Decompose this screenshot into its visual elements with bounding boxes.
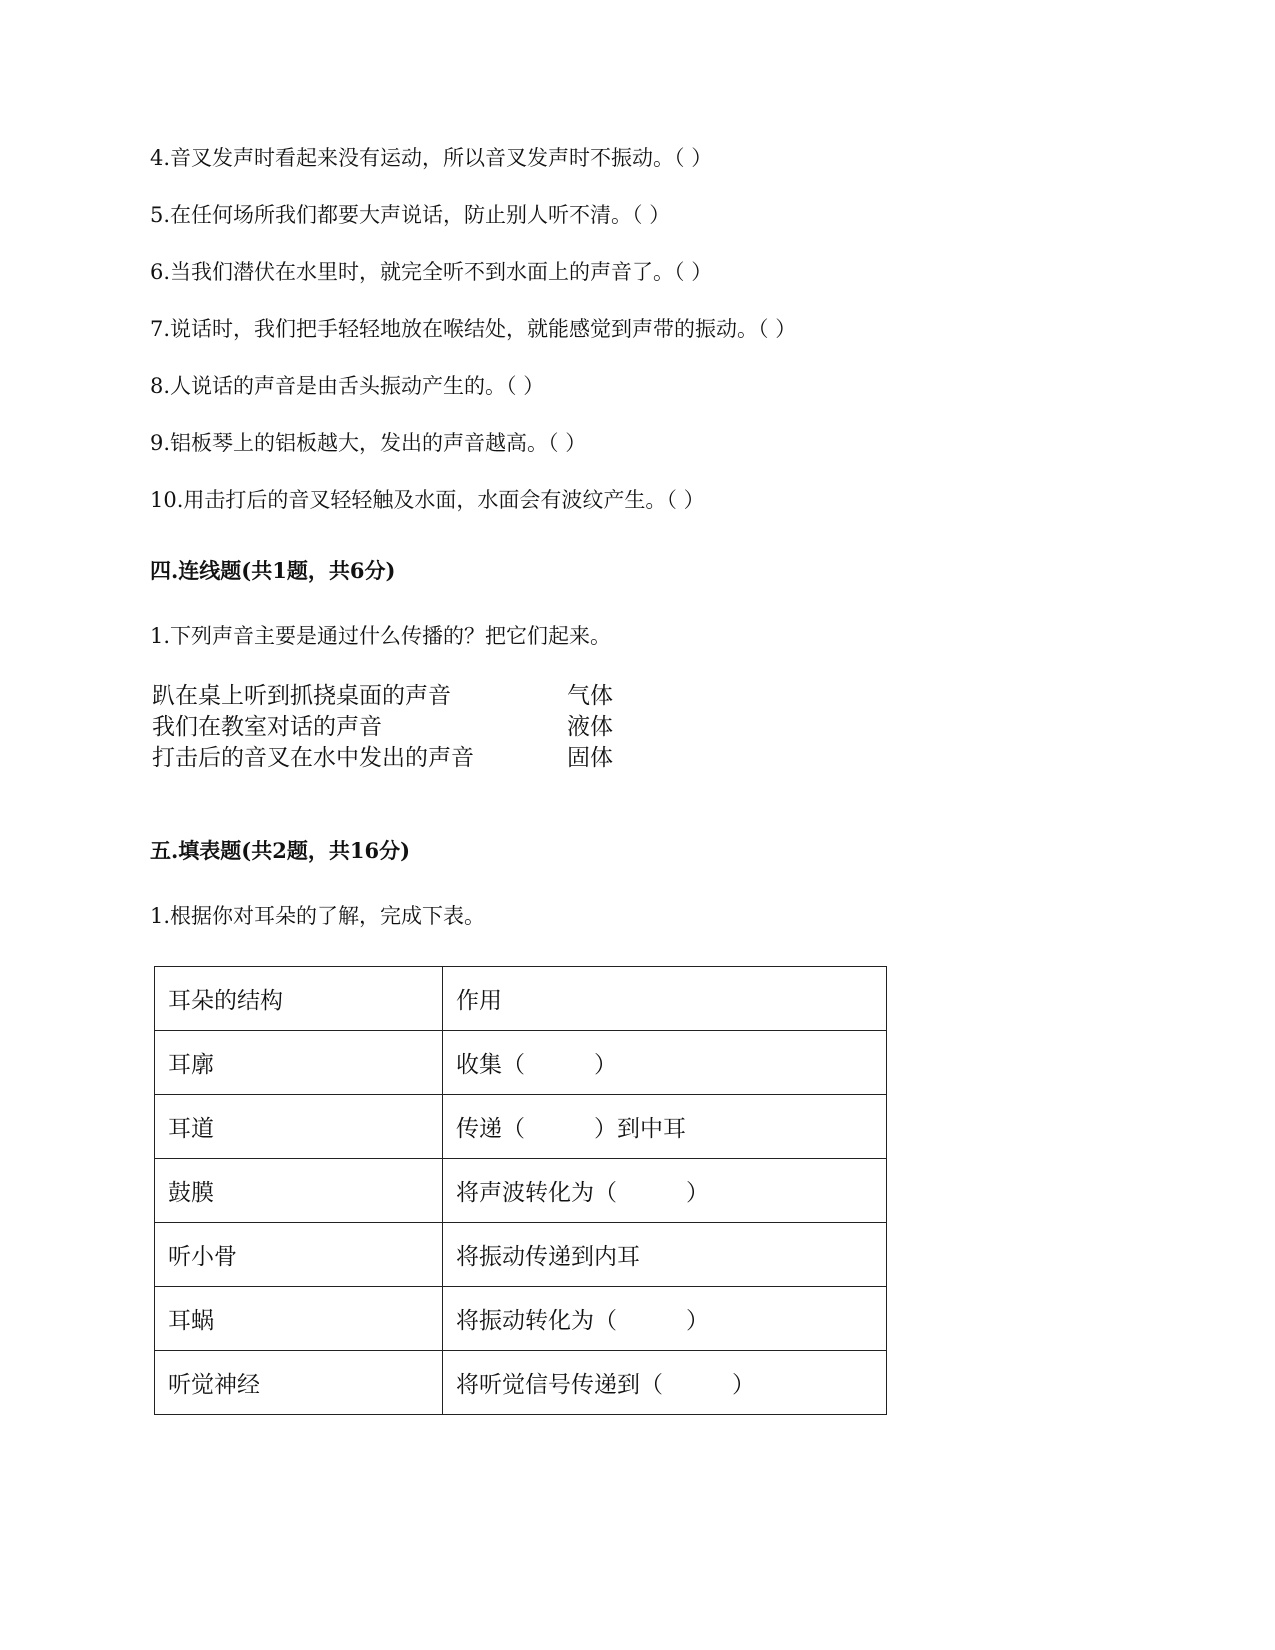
- section-4-title: 四.连线题(共1题，共6分): [150, 558, 396, 583]
- matching-sound: 我们在教室对话的声音: [152, 714, 382, 740]
- ear-part-cell: 鼓膜: [155, 1159, 443, 1223]
- ear-function-cell: 收集（ ）: [443, 1031, 887, 1095]
- tf-question-4: 4.音叉发声时看起来没有运动，所以音叉发声时不振动。（ ）: [150, 146, 713, 170]
- table-row: [155, 1095, 887, 1159]
- matching-question: 1.下列声音主要是通过什么传播的？把它们起来。: [150, 624, 612, 648]
- tf-question-7: 7.说话时，我们把手轻轻地放在喉结处，就能感觉到声带的振动。（ ）: [150, 317, 797, 341]
- matching-medium: 气体: [567, 683, 613, 709]
- ear-function-cell: 将听觉信号传递到（ ）: [443, 1351, 887, 1415]
- true-false-question-list: [150, 145, 1050, 544]
- ear-part-cell: 听觉神经: [155, 1351, 443, 1415]
- table-row: [155, 1031, 887, 1095]
- ear-part-cell: 耳廓: [155, 1031, 443, 1095]
- table-question: 1.根据你对耳朵的了解，完成下表。: [150, 904, 486, 928]
- ear-part-cell: 耳道: [155, 1095, 443, 1159]
- table-row: [155, 1287, 887, 1351]
- section-5-title: 五.填表题(共2题，共16分): [150, 838, 411, 863]
- tf-question-6: 6.当我们潜伏在水里时，就完全听不到水面上的声音了。（ ）: [150, 260, 713, 284]
- table-header-row: [155, 967, 887, 1031]
- ear-part-cell: 耳蜗: [155, 1287, 443, 1351]
- ear-function-cell: 将声波转化为（ ）: [443, 1159, 887, 1223]
- table-row: [155, 1223, 887, 1287]
- matching-medium: 液体: [567, 714, 613, 740]
- tf-question-8: 8.人说话的声音是由舌头振动产生的。（ ）: [150, 374, 545, 398]
- table-row: [155, 1159, 887, 1223]
- ear-function-cell: 将振动转化为（ ）: [443, 1287, 887, 1351]
- ear-function-cell: 将振动传递到内耳: [443, 1223, 887, 1287]
- matching-sound: 趴在桌上听到抓挠桌面的声音: [152, 683, 451, 709]
- tf-question-9: 9.铝板琴上的铝板越大，发出的声音越高。（ ）: [150, 431, 587, 455]
- tf-question-5: 5.在任何场所我们都要大声说话，防止别人听不清。（ ）: [150, 203, 671, 227]
- table-header-cell: 耳朵的结构: [155, 967, 443, 1031]
- matching-medium: 固体: [567, 745, 613, 771]
- ear-part-cell: 听小骨: [155, 1223, 443, 1287]
- ear-function-cell: 传递（ ）到中耳: [443, 1095, 887, 1159]
- matching-sound: 打击后的音叉在水中发出的声音: [152, 745, 474, 771]
- table-header-cell: 作用: [443, 967, 887, 1031]
- table-row: [155, 1351, 887, 1415]
- tf-question-10: 10.用击打后的音叉轻轻触及水面，水面会有波纹产生。（ ）: [150, 488, 705, 512]
- ear-structure-table: [154, 966, 887, 1415]
